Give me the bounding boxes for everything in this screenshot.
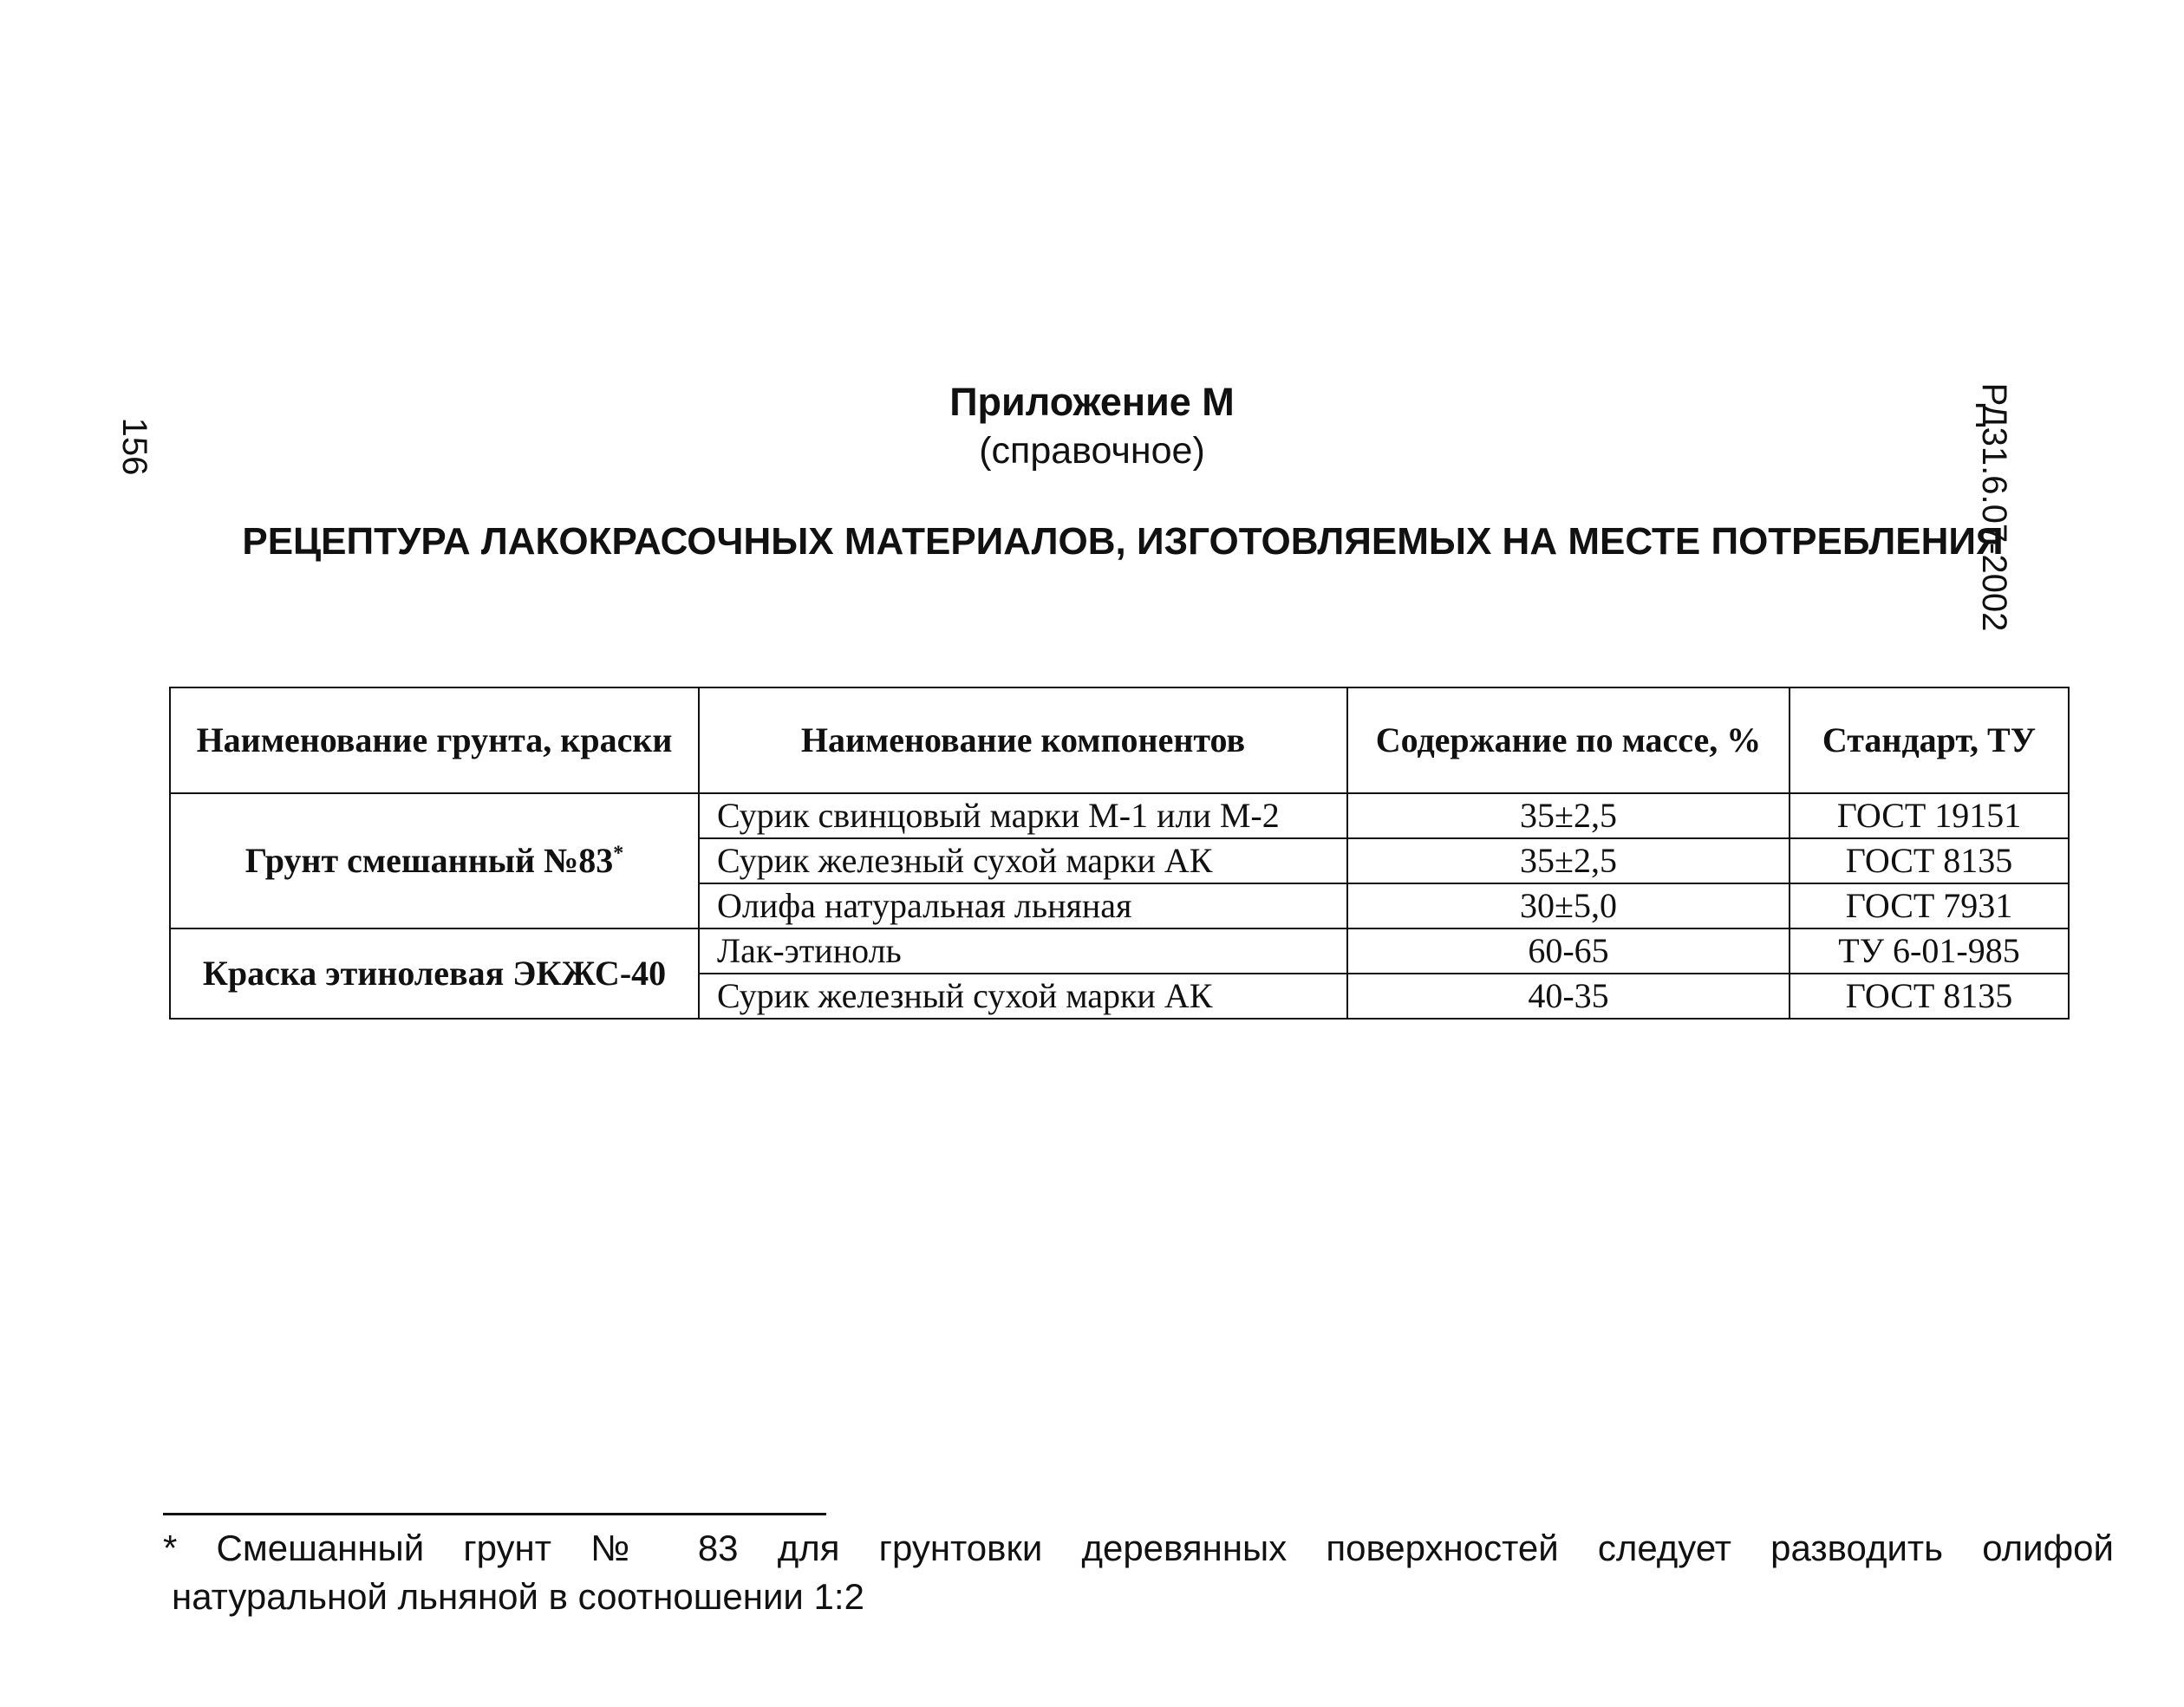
footnote-line-1: * Смешанный грунт № 83 для грунтовки деревянных поверхностей следует разводить олифой: [163, 1528, 2114, 1568]
document-code: РД31.6.07-2002: [1975, 382, 2014, 632]
standard-cell: ГОСТ 8135: [1790, 838, 2069, 883]
group-name-cell: [170, 793, 699, 928]
group-name-cell: Краска этинолевая ЭКЖС-40: [170, 928, 699, 1019]
table-header-row: [170, 687, 2069, 793]
component-cell: Сурик свинцовый марки М-1 или М-2: [699, 793, 1347, 838]
mass-cell: 35±2,5: [1347, 838, 1790, 883]
appendix-subtitle: (справочное): [979, 430, 1205, 472]
table-row: [170, 793, 2069, 838]
standard-cell: ГОСТ 7931: [1790, 883, 2069, 928]
mass-cell: 60-65: [1347, 928, 1790, 974]
component-cell: Сурик железный сухой марки АК: [699, 974, 1347, 1019]
footnote-divider: [163, 1513, 826, 1515]
mass-cell: 40-35: [1347, 974, 1790, 1019]
recipe-table: [169, 687, 2070, 1020]
component-cell: Лак-этиноль: [699, 928, 1347, 974]
component-cell: Сурик железный сухой марки АК: [699, 838, 1347, 883]
footnote-mark: *: [613, 842, 624, 865]
header-mass: Содержание по массе, %: [1347, 687, 1790, 793]
component-cell: Олифа натуральная льняная: [699, 883, 1347, 928]
header-components: Наименование компонентов: [699, 687, 1347, 793]
main-heading: РЕЦЕПТУРА ЛАКОКРАСОЧНЫХ МАТЕРИАЛОВ, ИЗГОТОВЛЯЕМЫХ НА МЕСТЕ ПОТРЕБЛЕНИЯ: [242, 520, 2004, 563]
standard-cell: ГОСТ 8135: [1790, 974, 2069, 1019]
group-name: Грунт смешанный №83: [244, 841, 614, 880]
mass-cell: 30±5,0: [1347, 883, 1790, 928]
footnote-line-2: натуральной льняной в соотношении 1:2: [172, 1576, 864, 1617]
standard-cell: ТУ 6-01-985: [1790, 928, 2069, 974]
mass-cell: 35±2,5: [1347, 793, 1790, 838]
header-name: Наименование грунта, краски: [170, 687, 699, 793]
standard-cell: ГОСТ 19151: [1790, 793, 2069, 838]
header-standard: Стандарт, ТУ: [1790, 687, 2069, 793]
footnote: [163, 1524, 2114, 1621]
table-row: [170, 928, 2069, 974]
page-number: 156: [115, 417, 154, 476]
appendix-title: Приложение М: [949, 380, 1235, 424]
